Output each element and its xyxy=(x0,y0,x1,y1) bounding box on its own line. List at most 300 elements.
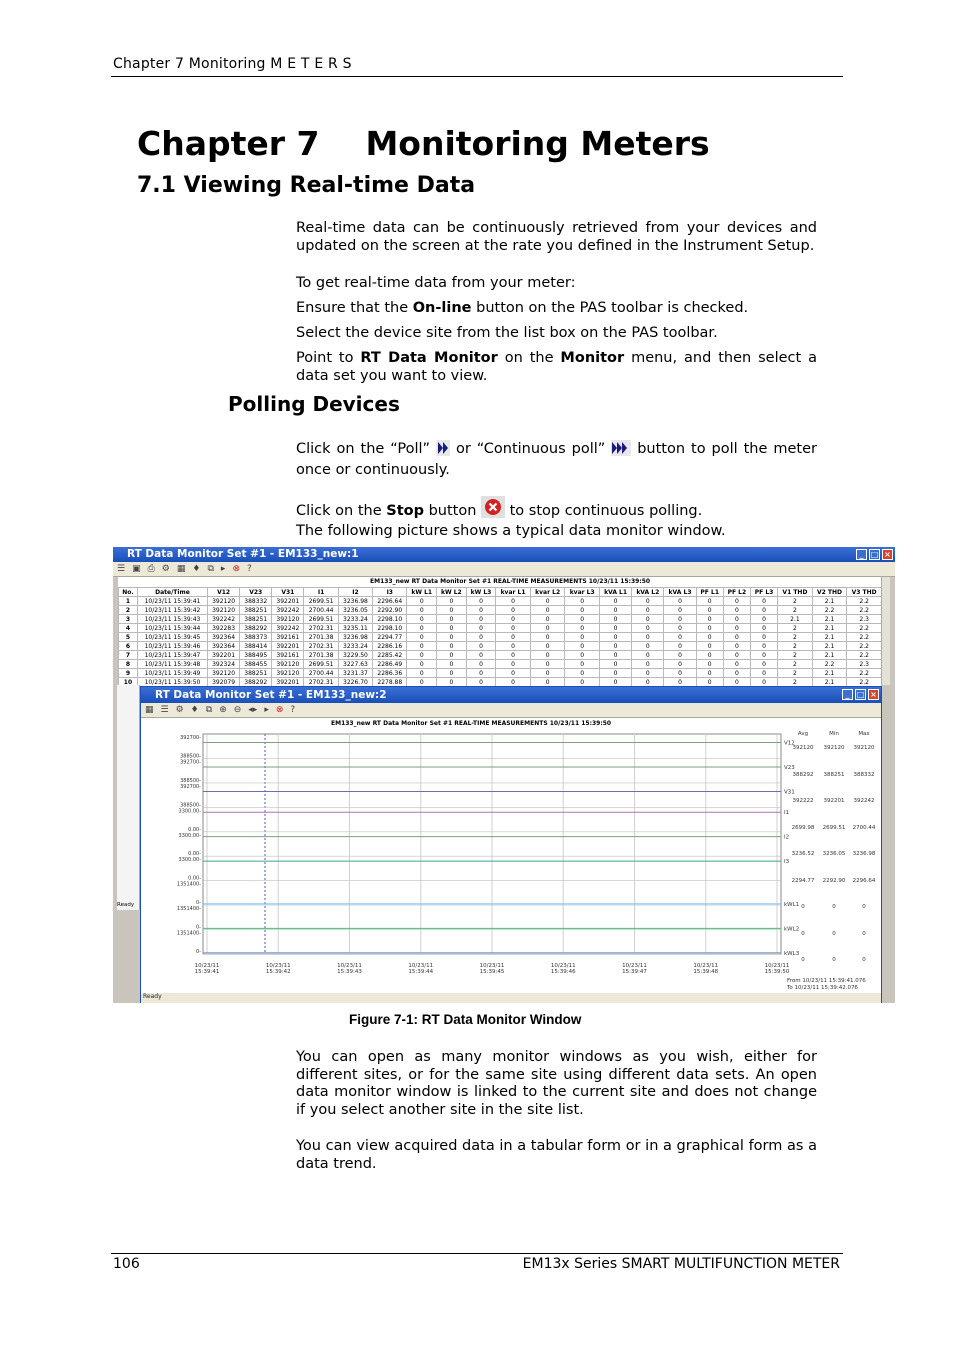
print-icon[interactable]: ⎙ xyxy=(147,564,155,574)
x-tick-label: 15:39:46 xyxy=(550,969,576,975)
poll-icon xyxy=(436,440,450,462)
table-cell: 2700.44 xyxy=(304,669,338,678)
table-cell: 0 xyxy=(723,678,750,687)
list-icon[interactable]: ☰ xyxy=(117,564,126,574)
table-cell: 0 xyxy=(664,606,696,615)
window2-titlebar xyxy=(141,687,881,703)
figure-caption: Figure 7-1: RT Data Monitor Window xyxy=(349,1012,582,1027)
table-cell: 0 xyxy=(407,624,437,633)
table-cell: 388251 xyxy=(240,669,272,678)
table-cell: 2700.44 xyxy=(304,606,338,615)
table-cell: 2699.51 xyxy=(304,660,338,669)
table-cell: 0 xyxy=(530,678,565,687)
maximize-icon[interactable]: □ xyxy=(870,550,879,559)
stats-cell: 388292 xyxy=(792,771,814,778)
step-online: Ensure that the On-line button on the PAS toolbar is checked. xyxy=(296,300,749,316)
table-cell: 0 xyxy=(565,615,600,624)
table-row[interactable] xyxy=(119,606,882,615)
table-cell: 0 xyxy=(599,615,631,624)
table-row[interactable] xyxy=(119,615,882,624)
table-cell: 0 xyxy=(565,597,600,606)
step-rt-monitor: Point to RT Data Monitor on the Monitor menu, and then select a data set you want to view. xyxy=(296,350,818,384)
table-cell: 2.1 xyxy=(812,651,847,660)
close-icon[interactable]: × xyxy=(882,549,893,560)
table-cell: 0 xyxy=(437,678,467,687)
table-cell: 392242 xyxy=(208,615,240,624)
list-icon[interactable]: ☰ xyxy=(160,705,169,715)
table-cell: 392120 xyxy=(272,660,304,669)
window1-status: Ready xyxy=(117,902,135,908)
table-cell: 0 xyxy=(599,660,631,669)
table-cell: 2 xyxy=(778,606,813,615)
table-row[interactable] xyxy=(119,660,882,669)
table-cell: 0 xyxy=(407,669,437,678)
poll-icon[interactable]: ▸ xyxy=(264,705,269,715)
table-cell: 2.1 xyxy=(812,615,847,624)
table-header-cell: V12 xyxy=(208,588,240,597)
table-cell: 0 xyxy=(496,624,531,633)
table-cell: 388495 xyxy=(240,651,272,660)
table-cell: 0 xyxy=(750,642,777,651)
table-cell: 2.2 xyxy=(812,660,847,669)
table-cell: 10 xyxy=(119,678,138,687)
series-label: I2 xyxy=(784,834,790,841)
table-cell: 2.2 xyxy=(847,606,882,615)
stats-cell: 392120 xyxy=(853,745,875,751)
table-cell: 0 xyxy=(496,669,531,678)
stats-cell: 2699.98 xyxy=(791,824,815,831)
table-cell: 2.1 xyxy=(812,669,847,678)
series-label: V12 xyxy=(784,740,795,747)
table-cell: 392283 xyxy=(208,624,240,633)
table-cell: 388414 xyxy=(240,642,272,651)
x-tick-label: 15:39:41 xyxy=(194,969,220,975)
table-cell: 0 xyxy=(664,651,696,660)
table-cell: 388332 xyxy=(240,597,272,606)
table-header-cell: kvar L3 xyxy=(565,588,600,597)
stats-cell: 0 xyxy=(862,904,866,910)
table-cell: 3235.11 xyxy=(338,624,372,633)
table-cell: 0 xyxy=(696,615,723,624)
table-header-cell: V31 xyxy=(272,588,304,597)
stats-cell: 3236.98 xyxy=(852,851,876,857)
table-cell: 392324 xyxy=(208,660,240,669)
table-row[interactable] xyxy=(119,633,882,642)
stop-paragraph: Click on the Stop button to stop continuous polling. xyxy=(296,496,817,524)
y-tick-label: 0- xyxy=(196,924,201,931)
y-tick-label: 0.00- xyxy=(188,875,201,882)
table-cell: 0 xyxy=(407,678,437,687)
help-icon[interactable]: ? xyxy=(290,705,296,715)
table-cell: 0 xyxy=(599,669,631,678)
table-cell: 0 xyxy=(437,615,467,624)
table-cell: 0 xyxy=(530,615,565,624)
table-cell: 3233.24 xyxy=(338,615,372,624)
navigate-icon[interactable]: ◂▸ xyxy=(248,705,258,715)
stats-cell: 2700.44 xyxy=(852,824,876,831)
table-cell: 2292.90 xyxy=(373,606,407,615)
series-label: I3 xyxy=(784,859,790,866)
x-tick-label: 10/23/11 xyxy=(337,963,362,969)
table-cell: 0 xyxy=(466,642,496,651)
table-cell: 2702.31 xyxy=(304,624,338,633)
table-cell: 0 xyxy=(696,624,723,633)
table-cell: 0 xyxy=(466,606,496,615)
table-cell: 2296.64 xyxy=(373,597,407,606)
stats-cell: 2292.90 xyxy=(822,877,846,884)
table-cell: 0 xyxy=(664,624,696,633)
table-cell: 0 xyxy=(530,651,565,660)
table-header-cell: kVA L2 xyxy=(632,588,664,597)
table-cell: 0 xyxy=(565,660,600,669)
table-cell: 0 xyxy=(530,606,565,615)
table-cell: 0 xyxy=(565,633,600,642)
table-cell: 2.2 xyxy=(847,597,882,606)
table-cell: 0 xyxy=(750,651,777,660)
table-cell: 0 xyxy=(723,597,750,606)
window1-scrollbar[interactable] xyxy=(881,577,890,685)
x-tick-label: 10/23/11 xyxy=(265,963,291,969)
stats-cell: 0 xyxy=(832,930,836,937)
table-cell: 1 xyxy=(119,597,138,606)
table-cell: 2701.38 xyxy=(304,651,338,660)
table-cell: 10/23/11 15:39:47 xyxy=(137,651,207,660)
table-cell: 0 xyxy=(437,642,467,651)
table-cell: 2 xyxy=(778,660,813,669)
running-header: Chapter 7 Monitoring M E T E R S xyxy=(113,56,352,72)
window1-titlebar xyxy=(113,547,895,562)
table-cell: 3236.98 xyxy=(338,633,372,642)
table-cell: 4 xyxy=(119,624,138,633)
window2-title: RT Data Monitor Set #1 - EM133_new:2 xyxy=(155,689,387,701)
table-cell: 0 xyxy=(664,633,696,642)
table-cell: 0 xyxy=(632,651,664,660)
window1-body xyxy=(118,577,882,685)
table-cell: 2.2 xyxy=(847,633,882,642)
stats-header: Min xyxy=(829,731,839,737)
table-cell: 2699.51 xyxy=(304,597,338,606)
table-cell: 0 xyxy=(723,660,750,669)
table-cell: 2.2 xyxy=(847,642,882,651)
table-cell: 0 xyxy=(664,669,696,678)
stats-cell: 392120 xyxy=(823,745,845,751)
table-cell: 0 xyxy=(496,660,531,669)
table-cell: 0 xyxy=(437,651,467,660)
table-cell: 2294.77 xyxy=(373,633,407,642)
table-cell: 3226.70 xyxy=(338,678,372,687)
stats-cell: 388251 xyxy=(823,771,845,778)
table-cell: 2 xyxy=(778,651,813,660)
flag-icon[interactable]: ♦ xyxy=(190,705,199,715)
stats-cell: 0 xyxy=(862,930,866,937)
header-rule xyxy=(111,76,843,77)
copy-icon[interactable]: ⧉ xyxy=(205,705,213,715)
stats-cell: 0 xyxy=(801,930,805,937)
table-header-cell: kvar L1 xyxy=(496,588,531,597)
poll-icon[interactable]: ▸ xyxy=(220,564,226,574)
x-tick-label: 10/23/11 xyxy=(194,963,220,969)
table-cell: 2.1 xyxy=(778,615,813,624)
table-cell: 3 xyxy=(119,615,138,624)
settings-icon[interactable]: ⚙ xyxy=(161,564,170,574)
table-cell: 0 xyxy=(496,642,531,651)
table-cell: 392201 xyxy=(272,642,304,651)
minimize-icon[interactable]: _ xyxy=(842,689,853,700)
table-cell: 0 xyxy=(750,624,777,633)
table-cell: 0 xyxy=(750,660,777,669)
table-cell: 0 xyxy=(599,606,631,615)
window1-heading: EM133_new RT Data Monitor Set #1 REAL-TIME MEASUREMENTS 10/23/11 15:39:50 xyxy=(370,578,651,585)
table-icon[interactable]: ▦ xyxy=(176,564,186,574)
table-cell: 6 xyxy=(119,642,138,651)
table-cell: 0 xyxy=(496,678,531,687)
y-tick-label: 392700- xyxy=(180,783,201,790)
table-cell: 0 xyxy=(530,642,565,651)
table-cell: 0 xyxy=(632,597,664,606)
x-tick-label: 10/23/11 xyxy=(693,963,719,969)
table-header-cell: V3 THD xyxy=(847,588,882,597)
table-cell: 2.3 xyxy=(847,615,882,624)
table-cell: 0 xyxy=(407,597,437,606)
steps-intro: To get real-time data from your meter: xyxy=(296,275,576,291)
table-header-cell: kW L2 xyxy=(437,588,467,597)
flag-icon[interactable]: ♦ xyxy=(192,564,201,574)
y-tick-label: 388500- xyxy=(180,802,201,809)
table-header-cell: V1 THD xyxy=(778,588,813,597)
table-header-cell: PF L1 xyxy=(696,588,723,597)
table-cell: 388251 xyxy=(240,615,272,624)
table-cell: 0 xyxy=(565,651,600,660)
table-cell: 0 xyxy=(530,624,565,633)
zoom-out-icon[interactable]: ⊖ xyxy=(233,705,242,715)
table-cell: 2 xyxy=(778,624,813,633)
stats-cell: 392222 xyxy=(792,798,814,804)
lower-paragraph-1: You can open as many monitor windows as you wish, either for different sites, or for the same site using different data sets. An open data monitor window is linked to the current site and does not change if you select another site in the site list. xyxy=(296,1049,817,1118)
table-cell: 0 xyxy=(437,669,467,678)
stats-cell: 0 xyxy=(832,904,836,910)
stop-icon[interactable]: ⊗ xyxy=(232,564,240,574)
table-cell: 0 xyxy=(466,651,496,660)
table-cell: 0 xyxy=(664,615,696,624)
table-cell: 0 xyxy=(407,660,437,669)
series-label: kWL3 xyxy=(784,950,800,957)
table-cell: 0 xyxy=(496,633,531,642)
table-cell: 3236.05 xyxy=(338,606,372,615)
table-row[interactable] xyxy=(119,624,882,633)
stats-cell: 3236.05 xyxy=(822,851,846,857)
table-cell: 0 xyxy=(723,651,750,660)
y-tick-label: 392700- xyxy=(180,735,201,741)
stop-icon xyxy=(481,496,505,524)
save-icon[interactable]: ▣ xyxy=(132,564,141,574)
table-header-cell: I3 xyxy=(373,588,407,597)
table-cell: 0 xyxy=(407,633,437,642)
range-to: To 10/23/11 15:39:42.076 xyxy=(787,985,858,991)
table-cell: 388292 xyxy=(240,678,272,687)
table-cell: 0 xyxy=(750,606,777,615)
y-tick-label: 0.00- xyxy=(188,851,201,858)
table-cell: 3231.37 xyxy=(338,669,372,678)
y-tick-label: 1351400- xyxy=(176,930,201,937)
table-cell: 10/23/11 15:39:44 xyxy=(137,624,207,633)
table-row[interactable] xyxy=(119,651,882,660)
table-header-cell: kvar L2 xyxy=(530,588,565,597)
trend-area xyxy=(141,718,881,993)
table-cell: 2.1 xyxy=(812,642,847,651)
rt-monitor-screenshot xyxy=(113,547,895,1003)
table-cell: 0 xyxy=(632,669,664,678)
window2-toolbar xyxy=(141,703,881,718)
copy-icon[interactable]: ⧉ xyxy=(207,564,214,574)
table-cell: 2 xyxy=(778,678,813,687)
stats-cell: 2699.51 xyxy=(822,824,846,831)
stats-header: Avg xyxy=(797,731,809,737)
table-cell: 2699.51 xyxy=(304,615,338,624)
table-row[interactable] xyxy=(119,597,882,606)
table-cell: 0 xyxy=(723,624,750,633)
table-cell: 10/23/11 15:39:50 xyxy=(137,678,207,687)
page-number: 106 xyxy=(113,1256,140,1272)
help-icon[interactable]: ? xyxy=(246,564,252,574)
table-cell: 392120 xyxy=(272,615,304,624)
y-tick-label: 388500- xyxy=(180,777,201,784)
table-cell: 0 xyxy=(664,642,696,651)
table-header-cell: kW L3 xyxy=(466,588,496,597)
stats-panel xyxy=(788,731,880,993)
window1-toolbar xyxy=(113,562,895,577)
zoom-in-icon[interactable]: ⊕ xyxy=(219,705,227,715)
table-cell: 0 xyxy=(696,678,723,687)
stats-cell: 388332 xyxy=(853,771,875,778)
table-cell: 0 xyxy=(437,606,467,615)
table-header-cell: kW L1 xyxy=(407,588,437,597)
table-cell: 7 xyxy=(119,651,138,660)
table-cell: 392120 xyxy=(208,669,240,678)
table-cell: 10/23/11 15:39:43 xyxy=(137,615,207,624)
table-header-cell: V23 xyxy=(240,588,272,597)
stats-cell: 0 xyxy=(832,957,836,963)
table-cell: 3229.50 xyxy=(338,651,372,660)
table-cell: 388455 xyxy=(240,660,272,669)
table-cell: 10/23/11 15:39:41 xyxy=(137,597,207,606)
table-cell: 2.2 xyxy=(847,624,882,633)
table-cell: 0 xyxy=(599,642,631,651)
table-cell: 0 xyxy=(750,669,777,678)
table-cell: 0 xyxy=(723,642,750,651)
table-row[interactable] xyxy=(119,669,882,678)
table-cell: 0 xyxy=(407,651,437,660)
y-tick-label: 1351400- xyxy=(176,906,201,913)
table-cell: 3236.98 xyxy=(338,597,372,606)
stats-cell: 392201 xyxy=(823,798,845,804)
hidden-row-numbers xyxy=(117,685,140,910)
series-label: V31 xyxy=(784,789,795,796)
table-cell: 2 xyxy=(119,606,138,615)
table-cell: 392161 xyxy=(272,633,304,642)
x-tick-label: 15:39:50 xyxy=(764,969,790,975)
window2-status: Ready xyxy=(143,993,162,1000)
table-cell: 0 xyxy=(632,633,664,642)
table-cell: 10/23/11 15:39:49 xyxy=(137,669,207,678)
y-tick-label: 0- xyxy=(196,900,201,907)
table-header-cell: I2 xyxy=(338,588,372,597)
table-header-cell: Date/Time xyxy=(137,588,207,597)
table-cell: 5 xyxy=(119,633,138,642)
figure-intro: The following picture shows a typical data monitor window. xyxy=(296,523,726,539)
table-cell: 0 xyxy=(664,678,696,687)
time-range xyxy=(787,978,866,992)
table-cell: 0 xyxy=(466,660,496,669)
table-icon[interactable]: ▦ xyxy=(145,705,154,715)
table-cell: 10/23/11 15:39:45 xyxy=(137,633,207,642)
intro-paragraph: Real-time data can be continuously retrieved from your devices and updated on the screen at the rate you defined in the Instrument Setup. xyxy=(296,220,817,254)
close-icon[interactable]: × xyxy=(868,689,879,700)
table-cell: 0 xyxy=(632,606,664,615)
table-cell: 392242 xyxy=(272,624,304,633)
polling-title: Polling Devices xyxy=(228,392,400,416)
stats-cell: 0 xyxy=(862,957,866,963)
stats-cell: 392242 xyxy=(853,798,875,804)
y-tick-label: 392700- xyxy=(180,759,201,766)
series-label: kWL2 xyxy=(784,926,800,933)
table-cell: 388373 xyxy=(240,633,272,642)
table-cell: 0 xyxy=(530,597,565,606)
table-cell: 0 xyxy=(437,660,467,669)
footer-rule xyxy=(111,1253,843,1254)
stop-icon[interactable]: ⊗ xyxy=(275,705,284,715)
table-cell: 0 xyxy=(723,669,750,678)
realtime-data-table xyxy=(118,587,882,687)
table-cell: 3233.24 xyxy=(338,642,372,651)
table-cell: 0 xyxy=(696,651,723,660)
series-label: I1 xyxy=(784,810,790,817)
x-tick-label: 15:39:44 xyxy=(408,969,434,975)
table-row[interactable] xyxy=(119,642,882,651)
table-cell: 2298.10 xyxy=(373,615,407,624)
table-cell: 2701.38 xyxy=(304,633,338,642)
table-cell: 392120 xyxy=(208,597,240,606)
chapter-title: Chapter 7 Monitoring Meters xyxy=(137,124,710,163)
x-tick-label: 10/23/11 xyxy=(408,963,434,969)
table-cell: 392201 xyxy=(208,651,240,660)
table-cell: 2286.16 xyxy=(373,642,407,651)
window2 xyxy=(140,686,882,1003)
table-cell: 0 xyxy=(466,597,496,606)
table-cell: 0 xyxy=(599,597,631,606)
product-name: EM13x Series SMART MULTIFUNCTION METER xyxy=(522,1256,840,1272)
section-title: 7.1 Viewing Real-time Data xyxy=(137,173,476,198)
table-cell: 0 xyxy=(750,597,777,606)
settings-icon[interactable]: ⚙ xyxy=(175,705,184,715)
table-cell: 2285.42 xyxy=(373,651,407,660)
x-tick-label: 10/23/11 xyxy=(479,963,505,969)
table-cell: 392364 xyxy=(208,633,240,642)
x-tick-label: 10/23/11 xyxy=(764,963,790,969)
maximize-icon[interactable]: □ xyxy=(856,690,865,699)
x-tick-label: 15:39:48 xyxy=(693,969,719,975)
table-header-cell: kVA L1 xyxy=(599,588,631,597)
table-cell: 2286.49 xyxy=(373,660,407,669)
table-cell: 0 xyxy=(407,615,437,624)
y-tick-label: 3300.00- xyxy=(178,832,201,839)
minimize-icon[interactable]: _ xyxy=(856,549,867,560)
table-cell: 0 xyxy=(599,678,631,687)
table-cell: 0 xyxy=(466,633,496,642)
x-tick-label: 15:39:45 xyxy=(479,969,505,975)
trend-chart xyxy=(141,718,881,993)
stats-header: Max xyxy=(858,731,870,737)
x-tick-label: 15:39:43 xyxy=(337,969,362,975)
